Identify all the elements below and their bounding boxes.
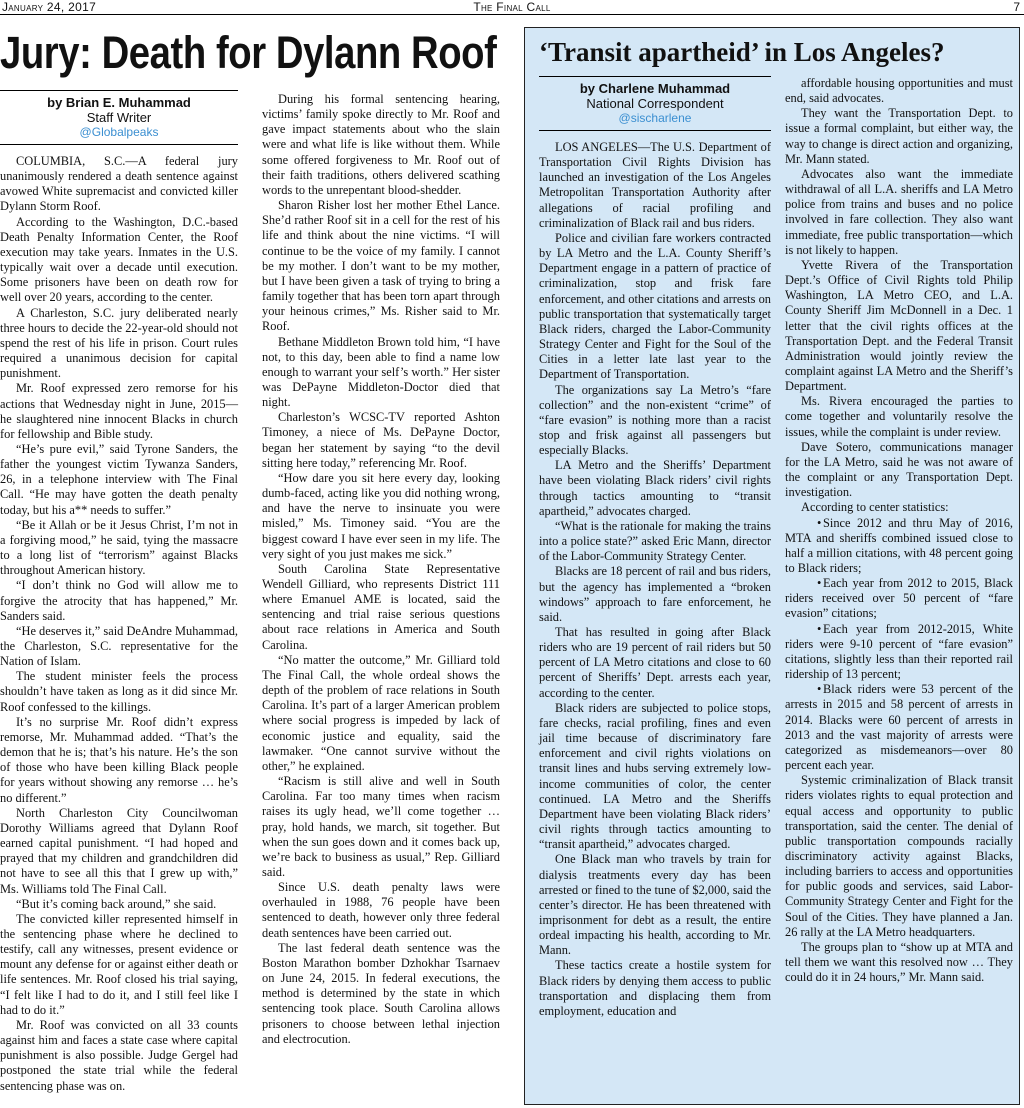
sidebar-col1-paragraphs <box>539 140 771 1019</box>
article-paragraph: One Black man who travels by train for dialysis treatments every day has been arrested or fined to the tune of $2,000, said the center’s director. He has been threatened with imprisonment for debt as a result, the entire ordeal impacting his health, according to Mr. Mann. <box>539 852 771 958</box>
article-paragraph: Mr. Roof expressed zero remorse for his actions that Wednesday night in June, 2015—he slaughtered nine innocent Blacks in church for fellowship and Bible study. <box>0 381 238 441</box>
article-paragraph: “Be it Allah or be it Jesus Christ, I’m not in a forgiving mood,” he said, tying the massacre to a long list of “terrorism” against Blacks throughout American history. <box>0 517 238 578</box>
article-paragraph: COLUMBIA, S.C.—A federal jury unanimously rendered a death sentence against avowed White supremacist and convicted killer Dylann Storm Roof. <box>0 154 238 214</box>
article-paragraph: It’s no surprise Mr. Roof didn’t express remorse, Mr. Muhammad added. “That’s the demon that he is; that’s his nature. He’s the son of those who have been killing Black people for years without showing any remorse … he’s no different.” <box>0 714 238 805</box>
article-paragraph: LA Metro and the Sheriffs’ Department have been violating Black riders’ civil rights through tactics amounting to “transit apartheid,” advocates charged. <box>539 458 771 518</box>
article-paragraph: “He’s pure evil,” said Tyrone Sanders, the father the youngest victim Tywanza Sanders, 26, in a telephone interview with The Final Call. “He may have gotten the death penalty today, but his a** needs to suffer.” <box>0 441 238 517</box>
sidebar-column-2 <box>785 76 1013 985</box>
article-paragraph: “What is the rationale for making the trains into a police state?” asked Eric Mann, director of the Labor-Community Strategy Center. <box>539 518 771 564</box>
bullet-icon: • <box>817 576 822 591</box>
page-number: 7 <box>1013 0 1020 14</box>
main-headline: Jury: Death for Dylann Roof <box>0 27 497 78</box>
article-paragraph: Black riders are subjected to police stops, fare checks, racial profiling, fines and even jail time because of discriminatory fare enforcement and civil rights violations on transit lines and hubs serving extremely low-income communities of color, the center continued. LA Metro and the Sheriffs Department have been violating Black riders’ civil rights through tactics amounting to “transit apartheid,” advocates charged. <box>539 700 771 852</box>
author-name: by Brian E. Muhammad <box>47 95 191 110</box>
bullet-icon: • <box>817 682 822 697</box>
author-handle[interactable]: @Globalpeaks <box>79 125 159 139</box>
article-paragraph: “He deserves it,” said DeAndre Muhammad, the Charleston, S.C. representative for the Nation of Islam. <box>0 623 238 669</box>
article-paragraph: North Charleston City Councilwoman Dorothy Williams agreed that Dylann Roof earned capital punishment. “I had hoped and prayed that my children and grandchildren did not have to see all this that I grew up with,” Ms. Williams told The Final Call. <box>0 805 238 896</box>
article-paragraph: Ms. Rivera encouraged the parties to come together and voluntarily resolve the issues, while the complaint is under review. <box>785 394 1013 439</box>
sidebar-author-handle[interactable]: @sischarlene <box>618 111 692 125</box>
article-paragraph: Police and civilian fare workers contracted by LA Metro and the L.A. County Sheriff’s Department engage in a pattern of practice of criminalization, stop and frisk fare enforcement, and other citations and arrests on public transportation that systematically target Black riders, charged the Labor-Community Strategy Center and Fight for the Soul of the Cities in a letter late last year to the Department of Transportation. <box>539 230 771 382</box>
article-paragraph: LOS ANGELES—The U.S. Department of Transportation Civil Rights Division has launched an investigation of the Los Angeles Metropolitan Transportation Authority after allegations of racial profiling and criminalization of Black rail and bus riders. <box>539 140 771 230</box>
article-paragraph: According to the Washington, D.C.-based Death Penalty Information Center, the Roof execution may take years. Inmates in the U.S. typically wait over a decade until execution. Some prisoners have been on death row for well over 20 years, according to the center. <box>0 214 238 305</box>
sidebar-column-1 <box>539 76 771 1019</box>
article-paragraph: Since U.S. death penalty laws were overhauled in 1988, 76 people have been sentenced to death, however only three federal death sentences have been carried out. <box>262 880 500 940</box>
article-paragraph: The last federal death sentence was the Boston Marathon bomber Dzhokhar Tsarnaev on June 24, 2015. In federal executions, the method is determined by the state in which sentencing took place. South Carolina allows prisoners to choose between lethal injection and electrocution. <box>262 940 500 1046</box>
article-paragraph: Dave Sotero, communications manager for the LA Metro, said he was not aware of the complaint or any Transportation Dept. investigation. <box>785 439 1013 500</box>
article-paragraph: South Carolina State Representative Wendell Gilliard, who represents District 111 where Emanuel AME is located, said the sentencing and trial raise serious questions about race relations in America and South Carolina. <box>262 561 500 652</box>
sidebar-headline: ‘Transit apartheid’ in Los Angeles? <box>539 37 945 67</box>
sidebar-byline <box>539 76 771 131</box>
article-paragraph: A Charleston, S.C. jury deliberated nearly three hours to decide the 22-year-old should not spend the rest of his life in prison. Court rules required a unanimous decision for capital punishment. <box>0 305 238 381</box>
article-paragraph: Systemic criminalization of Black transit riders violates rights to equal protection and equal access and opportunity to public transportation, said the center. The denial of public transportation compounds racially discriminatory activity against Blacks, including barriers to access and opportunities for public goods and services, said Labor-Community Strategy Center and Fight for the Soul of the Cities. They have planned a Jan. 26 rally at the LA Metro headquarters. <box>785 773 1013 939</box>
bullet-icon: • <box>817 515 822 530</box>
article-paragraph: According to center statistics: <box>801 500 949 515</box>
main-col1-paragraphs <box>0 154 238 1094</box>
main-col2-paragraphs <box>262 92 500 1047</box>
sidebar-author-name: by Charlene Muhammad <box>579 81 731 96</box>
sidebar-article <box>524 27 1020 1105</box>
article-paragraph: The convicted killer represented himself in the sentencing phase where he declined to testify, call any witnesses, present evidence or mount any defense for or against either death or life sentences. Mr. Roof closed his trial saying, “I felt like I had to do it, and I still feel like I had to do it.” <box>0 911 238 1017</box>
article-paragraph: • Each year from 2012-2015, White riders were 9-10 percent of “fare evasion” citations, slightly less than their reported rail ridership of 13 percent; <box>785 621 1013 682</box>
main-article-column-1 <box>0 90 238 1094</box>
article-paragraph: Sharon Risher lost her mother Ethel Lance. She’d rather Roof sit in a cell for the rest of his life and think about the nine victims. “I will continue to be the voice of my family. I cannot be my mother. I don’t want to be my mother, but I have been given a task of trying to bring a family together that has been torn apart through your heinous crimes,” Ms. Risher said to Mr. Roof. <box>262 198 500 334</box>
author-title: Staff Writer <box>86 110 152 125</box>
article-paragraph: Blacks are 18 percent of rail and bus riders, but the agency has implemented a “broken windows” approach to fare enforcement, he said. <box>539 564 771 624</box>
article-paragraph: affordable housing opportunities and must end, said advocates. <box>785 76 1013 106</box>
article-paragraph: These tactics create a hostile system for Black riders by denying them access to public transportation and displacing them from employment, education and <box>539 958 771 1018</box>
article-paragraph: “I don’t think no God will allow me to forgive the atrocity that has happened,” Mr. Sanders said. <box>0 578 238 623</box>
sidebar-author-title: National Correspondent <box>586 96 724 111</box>
article-paragraph: Yvette Rivera of the Transportation Dept.’s Office of Civil Rights told Philip Washington, LA Metro CEO, and L.A. County Sheriff Jim McDonnell in a Dec. 1 letter that the civil rights offices at the Transportation Dept. and the Federal Transit Administration would jointly review the complaint against LA Metro and the Sheriff’s Department. <box>785 257 1013 394</box>
article-paragraph: Charleston’s WCSC-TV reported Ashton Timoney, a niece of Ms. DePayne Doctor, began her statement by saying “to the devil sitting here today,” referencing Mr. Roof. <box>262 410 500 470</box>
article-paragraph: • Black riders were 53 percent of the arrests in 2015 and 58 percent of arrests in 2014. Blacks were 60 percent of arrests in 2013 and the vast majority of arrests were categorized as misdemeanors—over 80 percent each year. <box>785 682 1013 773</box>
article-paragraph: The organizations say La Metro’s “fare collection” and the non-existent “crime” of “fare evasion” is nothing more than a racist stop and frisk against all passengers but especially Blacks. <box>539 382 771 458</box>
article-paragraph: Mr. Roof was convicted on all 33 counts against him and faces a state case where capital punishment is also possible. Judge Gergel had postponed the state trial while the federal sentencing phase was on. <box>0 1017 238 1093</box>
article-paragraph: Bethane Middleton Brown told him, “I have not, to this day, been able to find a name low enough to warrant your self’s worth.” Her sister was DePayne Middleton-Doctor died that night. <box>262 334 500 410</box>
article-paragraph: The groups plan to “show up at MTA and tell them we want this resolved now … They could do it in 24 hours,” Mr. Mann said. <box>785 939 1013 985</box>
article-paragraph: They want the Transportation Dept. to issue a formal complaint, but either way, the way to change is direct action and organizing, Mr. Mann stated. <box>785 106 1013 166</box>
article-paragraph: “How dare you sit here every day, looking dumb-faced, acting like you did nothing wrong, and have the nerve to insinuate you were misled,” Ms. Timoney said. “You are the biggest coward I have ever seen in my life. The very sight of you just makes me sick.” <box>262 470 500 561</box>
article-paragraph: • Since 2012 and thru May of 2016, MTA and sheriffs combined issued close to half a million citations, with 48 percent going to Black riders; <box>785 515 1013 575</box>
article-paragraph: Advocates also want the immediate withdrawal of all L.A. sheriffs and LA Metro police from trains and buses and no police involved in fare collection. They also want immediate, free public transportation—which is not likely to happen. <box>785 166 1013 257</box>
main-article-column-2 <box>262 92 500 1047</box>
issue-date: January 24, 2017 <box>2 0 97 14</box>
article-paragraph: • Each year from 2012 to 2015, Black riders received over 50 percent of “fare evasion” citations; <box>785 576 1013 621</box>
paper-name: The Final Call <box>473 0 551 14</box>
article-paragraph: The student minister feels the process shouldn’t have taken as long as it did since Mr. Roof confessed to the killings. <box>0 669 238 714</box>
article-paragraph: “But it’s coming back around,” she said. <box>16 896 217 911</box>
main-article <box>0 20 505 1108</box>
article-paragraph: During his formal sentencing hearing, victims’ family spoke directly to Mr. Roof and gave impact statements about who the slain were and what life is like without them. While some offered forgiveness to Mr. Roof out of their faith traditions, others delivered scathing words to the unrepentant blood-shedder. <box>262 92 500 197</box>
sidebar-col2-paragraphs <box>785 76 1013 985</box>
article-paragraph: “Racism is still alive and well in South Carolina. Far too many times when racism raises its ugly head, we’ll come together … pray, hold hands, we march, sit together. But when the sun goes down and it comes back up, we’re back to business as usual,” Rep. Gilliard said. <box>262 774 500 879</box>
article-paragraph: That has resulted in going after Black riders who are 19 percent of rail riders but 50 percent of LA Metro citations and close to 60 percent of Sheriffs’ Dept. arrests each year, according to the center. <box>539 625 771 700</box>
article-paragraph: “No matter the outcome,” Mr. Gilliard told The Final Call, the whole ordeal shows the depth of the problem of race relations in South Carolina. It’s part of a larger American problem where social progress is impeded by lack of economic justice and equality, said the lawmaker. “One cannot survive without the other,” he explained. <box>262 652 500 773</box>
main-byline <box>0 90 238 145</box>
page-header <box>0 0 1024 15</box>
bullet-icon: • <box>817 621 822 636</box>
